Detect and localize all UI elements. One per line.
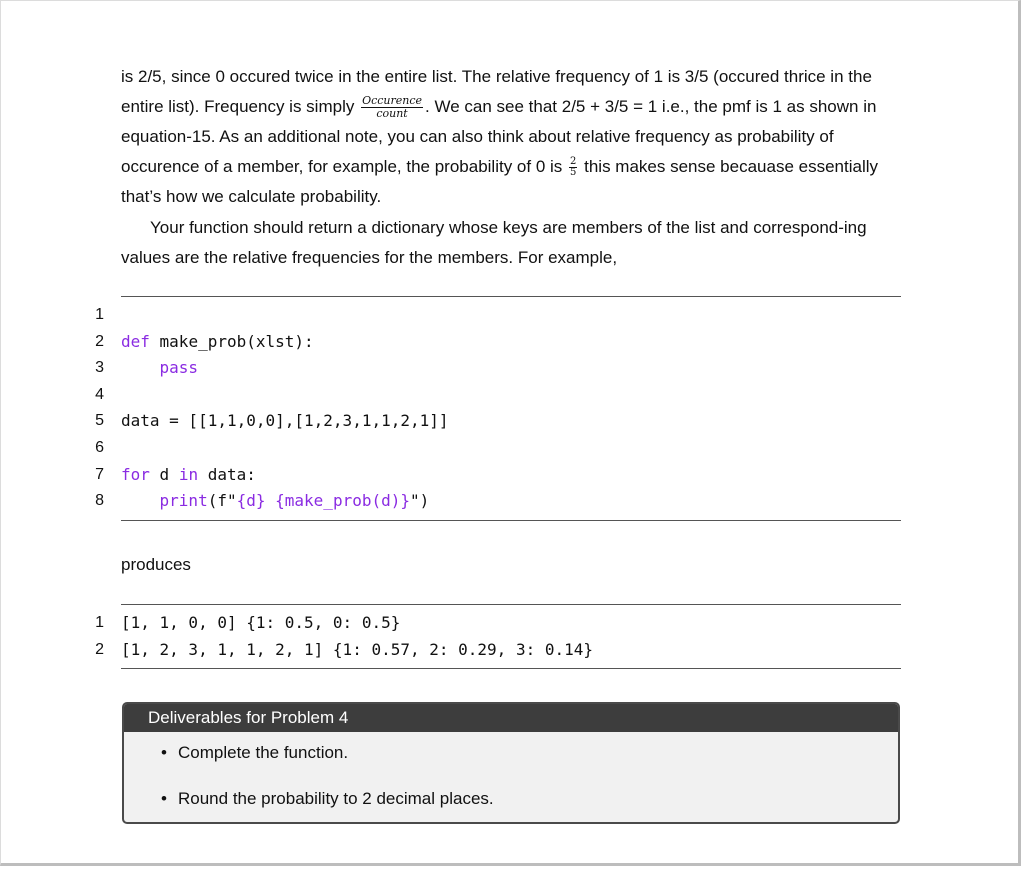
code-keyword: for: [121, 464, 150, 484]
line-number: 2: [95, 332, 104, 350]
output-line: [0, 636, 1000, 663]
paragraph-relative-frequency: [121, 62, 901, 212]
code-line: [0, 462, 1000, 489]
line-number: 4: [95, 385, 104, 403]
code-token: data = [[1,1,0,0],[1,2,3,1,1,2,1]]: [121, 411, 449, 431]
fraction-occurence-count: [361, 95, 423, 120]
output-text: [1, 1, 0, 0] {1: 0.5, 0: 0.5}: [121, 613, 401, 632]
code-text: [121, 462, 256, 489]
code-token: d: [149, 464, 179, 484]
fraction-numerator: Occurence: [362, 94, 423, 108]
line-number: 5: [95, 412, 104, 430]
line-number: 6: [95, 438, 104, 456]
code-bottom-rule: [121, 520, 901, 521]
deliverable-item: • Complete the function.: [178, 743, 348, 763]
code-token: [121, 358, 160, 377]
deliverable-item: • Round the probability to 2 decimal places.: [178, 789, 494, 809]
code-token: (f": [207, 491, 237, 511]
code-line: [0, 435, 1000, 462]
deliverables-box: [122, 702, 900, 824]
code-keyword: {d} {make_prob(d)}: [236, 491, 410, 511]
fraction-numerator: 2: [570, 156, 577, 168]
code-text: [121, 355, 198, 382]
code-token: make_prob(xlst):: [149, 331, 314, 351]
code-line: [0, 408, 1000, 435]
paragraph-function-description: Your function should return a dictionary whose keys are members of the list and correspond-ing values are the relative frequencies for the members. For example,: [121, 218, 867, 267]
produces-label: produces: [121, 555, 191, 574]
line-number: 2: [95, 641, 104, 658]
code-line: [0, 382, 1000, 409]
output-bottom-rule: [121, 668, 901, 669]
paragraph-text: . We can see that 2/5 + 3/5 = 1 i.e., the pmf is 1 as shown in equation-15. As an additional note, you can also think about relative frequency as probability of occurence of a member, for example, the probability of 0 is: [121, 97, 877, 176]
paragraph-text: is 2/5, since 0 occured twice in the entire list. The relative frequency of 1 is 3/5 (occured thrice in the entire list). Frequency is simply: [121, 67, 872, 116]
line-number: 3: [95, 359, 104, 377]
code-text: [121, 408, 449, 435]
code-text: [121, 329, 314, 356]
code-keyword: in: [178, 464, 199, 484]
paragraph-text: this makes sense becauase essentially that’s how we calculate probability.: [121, 157, 878, 206]
fraction-two-fifths: [569, 157, 577, 178]
code-token: "): [410, 491, 430, 511]
deliverables-title: Deliverables for Problem 4: [124, 704, 898, 732]
code-token: [121, 491, 160, 510]
code-block: [0, 302, 1000, 515]
line-number: 7: [95, 465, 104, 483]
output-text: [1, 2, 3, 1, 1, 2, 1] {1: 0.57, 2: 0.29, 3: 0.14}: [121, 640, 594, 659]
fraction-denominator: 5: [570, 167, 577, 179]
code-line: [0, 329, 1000, 356]
code-line: [0, 302, 1000, 329]
code-text: [121, 488, 429, 515]
fraction-denominator: count: [376, 107, 408, 121]
line-number: 1: [95, 306, 104, 323]
code-token: data:: [198, 464, 256, 484]
output-block: [0, 609, 1000, 663]
output-line: [0, 609, 1000, 636]
line-number: 1: [95, 614, 104, 631]
line-number: 8: [95, 492, 104, 510]
code-keyword: pass: [159, 358, 199, 378]
code-line: [0, 355, 1000, 382]
code-top-rule: [121, 296, 901, 297]
output-top-rule: [121, 604, 901, 605]
code-keyword: print: [159, 491, 208, 511]
code-keyword: def: [121, 331, 150, 351]
code-line: [0, 488, 1000, 515]
